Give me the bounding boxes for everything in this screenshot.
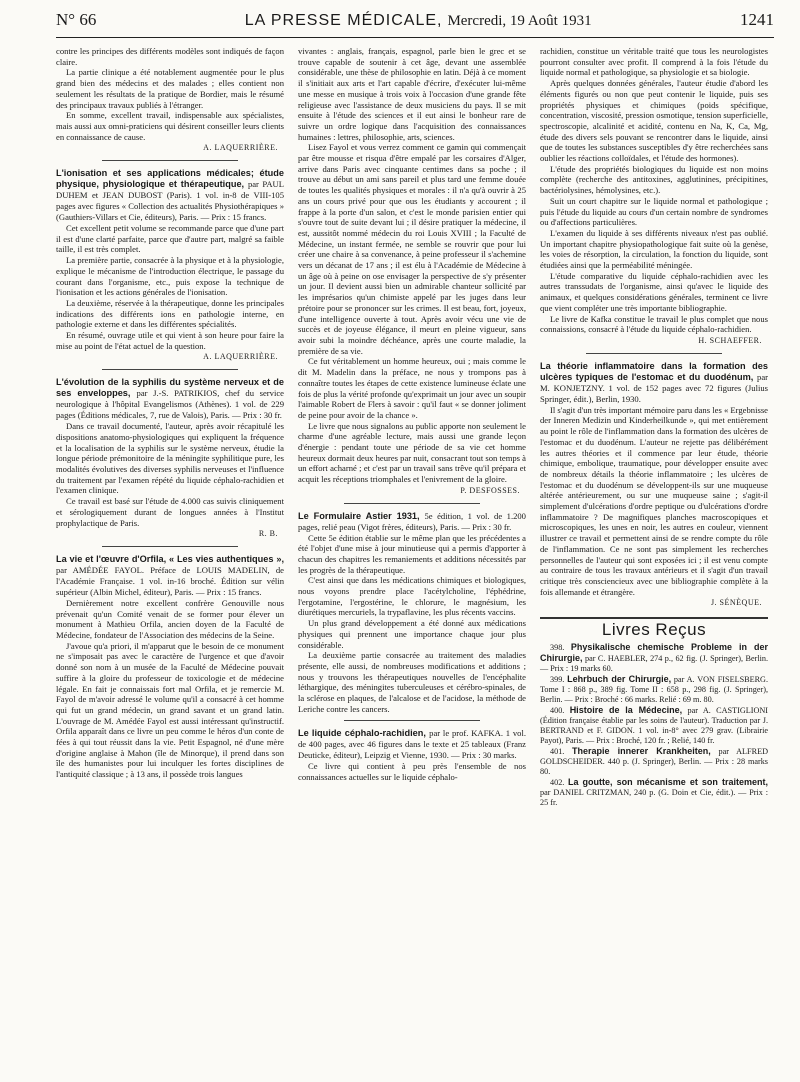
paragraph: Le livre de Kafka constitue le travail le plus complet que nous connaissions, consacré à l'étude du liquide céphalo-rachidien.: [540, 313, 768, 335]
paragraph: Suit un court chapitre sur le liquide normal et pathologique ; puis l'étude du liquide au cours d'un certain nombre de syndromes ou d'affections particulières.: [540, 195, 768, 228]
section-title: Livres Reçus: [601, 620, 707, 640]
review-theorie-inflammatoire: [540, 361, 768, 609]
book-entry: [540, 705, 768, 746]
paragraph: La première partie, consacrée à la physique et à la physiologie, explique le mécanisme de l'introduction électrique, le passage du courant dans l'organisme, etc., puis expose la technique de l'ionisation et les actions générales de l'ionisation.: [56, 255, 284, 298]
page-number: 1241: [740, 10, 774, 29]
book-number: 402.: [550, 777, 565, 787]
review-title: L'ionisation et ses applications médicales; étude physique, physiologique et thérapeutique, par PAUL DUHEM et JEAN DUBOST (Paris). 1 vol. in-8 de VIII-105 pages avec figures « Collection des actualités Physiothérapiques » (Gauthiers-Villars et Cie, éditeurs), Paris. — Prix : 15 francs.: [56, 168, 284, 223]
review-meta: par PAUL DUHEM et JEAN DUBOST (Paris). 1 vol. in-8 de VIII-105 pages avec figures « Collection des actualités Physiothérapiques » (Gauthiers-Villars et Cie, éditeurs), Paris. — Prix : 15 francs.: [56, 179, 284, 223]
paragraph: Un plus grand développement a été donné aux médications physiques qui prennent une importance chaque jour plus considérable.: [298, 618, 526, 650]
review-orfila: [56, 554, 284, 780]
review-signature: A. LAQUERRIÈRE.: [203, 143, 278, 153]
review-formulaire-astier: [298, 511, 526, 715]
paragraph: Ce livre qui contient à peu près l'ensemble de nos connaissances actuelles sur le liquide céphalo-: [298, 761, 526, 783]
review-syphilis: [56, 377, 284, 540]
paragraph: Cette 5e édition établie sur le même plan que les précédentes a été l'objet d'une mise à jour minutieuse qui a permis d'apporter à chacun des chapitres les remaniements et additions nécessités par les progrès de la thérapeutique.: [298, 532, 526, 575]
book-entry: [540, 746, 768, 777]
review-signature: A. LAQUERRIÈRE.: [203, 352, 278, 362]
paragraph: Le livre que nous signalons au public apporte non seulement le charme d'une agréable lecture, mais aussi une grande leçon d'énergie : pendant toute une période de sa vie cet homme heureux dormait deux heures par nuit, consacrant tout son temps à un effort acharné ; et c'est par un travail sans trêve qu'il prépara et acquit les réceptions triomphales et l'enivrement de la gloire.: [298, 420, 526, 485]
paragraph: Après quelques données générales, l'auteur étudie d'abord les éléments figurés ou non que peut contenir le liquide, puis ses propriétés physiques et chimiques (poids spécifique, concentration, viscosité, pression osmotique, tension superficielle, spectroscopie, alcalinité et acidité, contenu en Na, K, Ca, Mg, étude des divers sels pouvant se rencontrer dans le liquide, ainsi que de toutes les substances susceptibles d'y être recherchées sans oublier les réactions colloïdales, et l'étude des hormones).: [540, 78, 768, 164]
book-entry: [540, 642, 768, 674]
paragraph: contre les principes des différents modèles sont indiqués de façon claire.: [56, 46, 284, 67]
book-number: 399.: [550, 674, 565, 684]
review-signature: R. B.: [258, 529, 278, 539]
book-number: 398.: [550, 642, 565, 652]
separator: [586, 353, 723, 354]
paragraph: Ce fut véritablement un homme heureux, oui ; mais comme le dit M. Madelin dans la préface, ne nous y trompons pas à connaître toutes les étapes de cette existence lumineuse éclate une fois de plus la vérité profonde qu'exprimait un jour avec un soupir l'aimable Robert de Flers à savoir : qu'il faut « se donner joliment de peine pour avoir de la chance ».: [298, 356, 526, 420]
issue-date: Mercredi, 19 Août 1931: [447, 13, 592, 29]
review-title: La théorie inflammatoire dans la formation des ulcères typiques de l'estomac et du duodénum, par M. KONJETZNY. 1 vol. de 152 pages avec 72 figures (Julius Springer, édit.), Berlin, 1930.: [540, 360, 768, 404]
review-signature: J. SÉNÈQUE.: [710, 598, 762, 608]
book-details: par C. HAEBLER, 274 p., 62 fig. (J. Springer), Berlin. — Prix : 19 marks 60.: [540, 653, 769, 673]
review-meta: par J.-S. PATRIKIOS, chef du service neurologique à l'hôpital Evangelismos (Athènes). 1 vol. de 229 pages (Éditions médicales, 7, rue de Valois), Paris. — Prix : 30 fr.: [56, 388, 284, 421]
paragraph: C'est ainsi que dans les médications chimiques et biologiques, nous voyons prendre place l'acétylcholine, l'éphédrine, l'ergotamine, l'ergostérine, le chlorure, le magnésium, les diurétiques mercuriels, la trypaflavine, les plus récents vaccins.: [298, 575, 526, 618]
paragraph: Dernièrement notre excellent confrère Genouville nous prévenait qu'un Comité venait de se former pour élever un monument à Mathieu Orfila, ancien doyen de la Faculté de Médecine, fondateur de l'Association des médecins de la Seine.: [56, 597, 284, 641]
journal-name: LA PRESSE MÉDICALE,: [244, 12, 443, 29]
paragraph: Dans ce travail documenté, l'auteur, après avoir récapitulé les dispositions anatomo-physiologiques qui expliquent la fréquence et la localisation de la syphilis sur le système nerveux, étudie la longue période prémonitoire de la méningite syphilitique pure, les modalités évolutives des diverses syphilis nerveuses et l'influence du traitement par l'examen répété du liquide céphalo-rachidien et l'examen clinique.: [56, 421, 284, 496]
columns: [56, 46, 774, 808]
separator: [344, 503, 481, 504]
book-details: par A. CASTIGLIONI (Édition française établie par les soins de l'auteur). Traduction par J. BERTRAND et F. GIDON. 1 vol. in-8° avec 279 grav. (Librairie Payot), Paris. — Prix : Broché, 120 fr. ; Relié, 140 fr.: [540, 705, 769, 745]
review-title: L'évolution de la syphilis du système nerveux et de ses enveloppes, par J.-S. PATRIKIOS, chef du service neurologique à l'hôpital Evangelismos (Athènes). 1 vol. de 229 pages (Éditions médicales, 7, rue de Valois), Paris. — Prix : 30 fr.: [56, 377, 284, 421]
review-signature: H. SCHAEFFER.: [698, 335, 762, 345]
paragraph: Ce travail est basé sur l'étude de 4.000 cas suivis cliniquement et sérologiquement durant de longues années à l'Institut prophylactique de Paris.: [56, 496, 284, 528]
book-title: Lehrbuch der Chirurgie,: [567, 673, 672, 684]
books-list: [540, 642, 768, 808]
paragraph: L'étude comparative du liquide céphalo-rachidien avec les autres transsudats de l'organisme, ainsi qu'avec le liquide des animaux, et quelques considérations générales, terminent ce livre que vient compléter une très importante bibliographie.: [540, 270, 768, 313]
review-title: Le liquide céphalo-rachidien, par le prof. KAFKA. 1 vol. de 400 pages, avec 46 figures dans le texte et 25 tableaux (Franz Deuticke, éditeur), Leipzig et Vienne, 1930. — Prix : 30 marks.: [298, 728, 527, 761]
paragraph: La partie clinique a été notablement augmentée pour le plus grand bien des médecins et des malades ; elles contient non seulement les résultats de la pratique de Bordier, mais le résumé des principaux travaux publiés à l'étranger.: [56, 67, 284, 110]
paragraph: Il s'agit d'un très important mémoire paru dans les « Ergebnisse der Inneren Medizin und Kinderheilkunde », qui met entièrement au point le rôle de l'inflammation dans la formation des ulcères de l'estomac et du duodénum. L'auteur ne rejette pas délibérément les autres théories et il commence par leur étude, théorie chimique, embolique, traumatique, pour développer ensuite avec de nombreux détails la théorie inflammatoire ; les ulcères de l'estomac et du duodénum se développent-ils sur une muqueuse altérée antérieurement, ou sur une muqueuse saine ; s'agit-il simplement d'ulcérations d'ordre peptique ou d'ulcérations d'ordre inflammatoire ? De magnifiques planches macroscopiques et microscopiques, les unes en noir, les autres en couleur, viennent illustrer ce travail et permettent ainsi de se rendre compte du rôle de l'inflammation. Ce ne sont pas simplement les recherches personnelles de l'auteur qui sont exposées ici ; il est venu compte au contraire de tous les travaux antérieurs et il s'agit d'un travail critique très consciencieux avec une bibliographie complète à la fois allemande et étrangère.: [540, 404, 768, 597]
review-title: La vie et l'œuvre d'Orfila, « Les vies authentiques », par AMÉDÉE FAYOL. Préface de LOUIS MADELIN, de l'Académie Française. 1 vol. in-16 broché. Édition sur vélin supérieur (Albin Michel, éditeur), Paris. — Prix : 15 francs.: [56, 553, 284, 597]
page-header: [56, 10, 774, 38]
paragraph: En résumé, ouvrage utile et qui vient à son heure pour faire la mise au point de l'état actuel de la question.: [56, 330, 284, 351]
separator: [102, 546, 239, 547]
book-entry: [540, 674, 768, 705]
book-details: par ALFRED GOLDSCHEIDER. 440 p. (J. Springer), Berlin. — Prix : 28 marks 80.: [540, 746, 768, 776]
review-ionisation: [56, 168, 284, 363]
review-meta: par M. KONJETZNY. 1 vol. de 152 pages avec 72 figures (Julius Springer, édit.), Berlin, 1930.: [540, 371, 768, 404]
book-title: Therapie innerer Krankheiten,: [572, 745, 711, 756]
book-details: par A. VON FISELSBERG. Tome I : 868 p., 389 fig. Tome II : 658 p., 298 fig. (J. Springer), Berlin. — Prix : Broché : 66 marks. Relié : 69 m. 80.: [540, 674, 769, 704]
separator: [102, 160, 239, 161]
paragraph: La deuxième, réservée à la thérapeutique, donne les principales indications des différents ions en pathologie interne, en pathologie externe et dans les différentes spécialités.: [56, 297, 284, 330]
column-3: [540, 46, 768, 808]
review-signature: P. DESFOSSES.: [460, 485, 520, 495]
review-title: Le Formulaire Astier 1931, 5e édition, 1 vol. de 1.200 pages, relié peau (Vigot frères, éditeurs), Paris. — Prix : 30 fr.: [298, 510, 526, 532]
journal-masthead: [245, 12, 592, 30]
review-liquide-cephalo: [298, 728, 526, 782]
issue-number: N° 66: [56, 10, 97, 29]
column-2: [298, 46, 526, 808]
book-title: Physikalische chemische Probleme in der Chirurgie,: [540, 641, 768, 663]
paragraph: J'avoue qu'a priori, il m'apparut que le besoin de ce monument ne s'imposait pas avec le caractère de l'urgence et que d'avoir donné son nom à un musée de la Faculté de Médecine pouvait suffire à la gloire du professeur de toxicologie et de médecine légale. En fait je connaissais fort mal Orfila, et je remercie M. Fayol de m'avoir adressé le volume qu'il a consacré à cet homme qui fut un grand médecin, un grand savant et un grand latin. L'ouvrage de M. Amédée Fayol est aussi intéressant qu'instructif. Orfila apparaît dans ce livre un peu comme le héros d'un conte de fées à qui tout réussit dans la vie. Petit Espagnol, né d'une mère d'origine anglaise à Mahon (île de Minorque), il prend dans son île des humanistes pour lui inculquer les fortes disciplines de l'antiquité classique ; à 13 ans, il possède trois langues: [56, 640, 284, 780]
book-title: Histoire de la Médecine,: [569, 704, 683, 715]
book-details: par DANIEL CRITZMAN, 240 p. (G. Doin et Cie, édit.). — Prix : 25 fr.: [540, 787, 768, 807]
paragraph: En somme, excellent travail, indispensable aux spécialistes, mais aussi aux omni-praticiens qui désirent conseiller leurs clients en connaissance de cause.: [56, 110, 284, 142]
review-meta: 5e édition, 1 vol. de 1.200 pages, relié peau (Vigot frères, éditeurs), Paris. — Prix : 30 fr.: [298, 510, 526, 532]
paragraph: vivantes : anglais, français, espagnol, parle bien le grec et se trouve capable de soutenir à cet âge, devant une assemblée considérable, une thèse de philosophie en latin. Déjà à ce moment il s'initiait aux arts et l'art capable d'écrire, d'exécuter lui-même une messe en musique à trois voix à l'occasion d'une grande fête religieuse avec l'assistance de deux musiciens du pays. Il se mit ensuite à l'étude des sciences et il eut ainsi le bonheur rare de suivre un ordre logique dans l'acquisition des connaissances humaines : lettres, philosophie, arts, sciences.: [298, 46, 526, 142]
book-number: 401.: [550, 746, 565, 756]
paragraph: L'examen du liquide à ses différents niveaux n'est pas oublié. Un important chapitre physiopathologique fait suite où la genèse, les voies de résorption, la circulation, la fonction du liquide, sont étudiées ainsi que la perméabilité méningée.: [540, 227, 768, 271]
book-number: 400.: [550, 705, 565, 715]
paragraph: L'étude des propriétés biologiques du liquide est non moins complète (recherche des antitoxines, agglutinines, précipitines, bactériolysines, hémolysines, etc.).: [540, 163, 768, 196]
books-received-section: [540, 617, 768, 808]
book-title: La goutte, son mécanisme et son traitement,: [567, 776, 769, 787]
separator: [102, 369, 239, 370]
book-entry: [540, 777, 768, 808]
paragraph: Cet excellent petit volume se recommande parce que d'une part il est d'une clarté parfaite, parce que d'autre part, malgré sa faible taille, il est très complet.: [56, 223, 284, 255]
review-meta: par AMÉDÉE FAYOL. Préface de LOUIS MADELIN, de l'Académie Française. 1 vol. in-16 broché. Édition sur vélin supérieur (Albin Michel, éditeur), Paris. — Prix : 15 francs.: [56, 564, 284, 597]
review-meta: par le prof. KAFKA. 1 vol. de 400 pages, avec 46 figures dans le texte et 25 tableaux (Franz Deuticke, éditeur), Leipzig et Vienne, 1930. — Prix : 30 marks.: [298, 728, 527, 761]
paragraph: rachidien, constitue un véritable traité que tous les neurologistes pourront consulter avec profit. Il comprend à la fois l'étude du liquide normal et pathologique, sa physiologie et sa biologie.: [540, 46, 768, 78]
paragraph: La deuxième partie consacrée au traitement des maladies présente, elle aussi, de nombreuses modifications et additions ; nous y trouvons les thérapeutiques nouvelles de l'encéphalite léthargique, des méningites tuberculeuses et cérébro-spinales, de la sclérose en plaques, de l'alcalose et de l'acidose, la méthode de Leriche contre les cancers.: [298, 650, 526, 714]
paragraph: Lisez Fayol et vous verrez comment ce gamin qui commençait par être mousse et risqua d'être empalé par les corsaires d'Alger, arrive dans Paris avec cinquante centimes dans sa poche ; il trouve au début un ami sans pareil et plus tard une femme douée de toutes les qualités physiques et morales : il n'a qu'à ouvrir à 25 ans un cours privé pour que ous les étudiants y accourent ; il frappe à la porte d'un salon, et c'est le monde parisien entier qui s'ouvre tout de suite devant lui ; il désire pratiquer la médecine, il est, aussitôt nommé médecin du roi Louis XVIII ; la Faculté de Médecine, un instant fermée, ne semble se rouvrir que pour lui créer une chaire à sa convenance, à peine professeur il s'achemine vers un décanat de 17 ans ; il est élu à l'Académie de Médecine à un âge où à peine on ose envisager la perspective de s'y présenter un jour. Il devient aussi bien un admirable chanteur sollicité par les imprésarios qu'un chimiste appelé par les juges dans leur prétoire pour se prononcer sur les crimes. Il est beau, fort, joyeux, d'une intelligence ouverte à tout. Après avoir vécu une vie de succès et de joyeuse élégance, il meurt en pleine vigueur, sans avoir subi la moindre déchéance, après une courte maladie, la première de sa vie.: [298, 142, 526, 356]
column-1: [56, 46, 284, 808]
separator: [344, 720, 481, 721]
